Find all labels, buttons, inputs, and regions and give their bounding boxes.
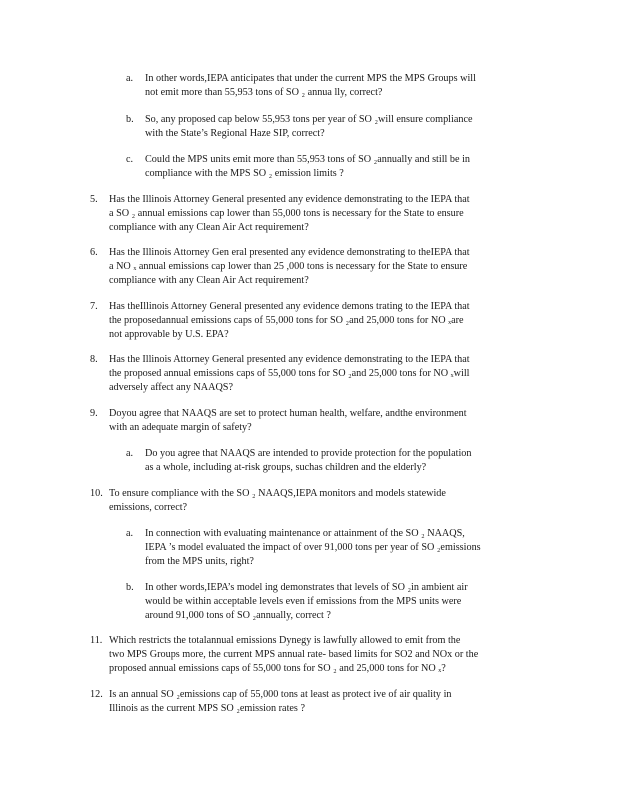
item-line: In other words,IEPA anticipates that under the current MPS the MPS Groups will: [145, 73, 476, 84]
item-line: To ensure compliance with the SO ₂ NAAQS,IEPA monitors and models statewide: [109, 488, 446, 499]
item-line: Illinois as the current MPS SO ₂emission rates ?: [109, 703, 305, 714]
item-marker: 6.: [90, 247, 98, 258]
item-marker: 12.: [90, 689, 103, 700]
item-line: two MPS Groups more, the current MPS annual rate- based limits for SO2 and NOx or the: [109, 649, 479, 660]
item-marker: b.: [126, 582, 134, 593]
item-line: as a whole, including at-risk groups, suchas children and the elderly?: [145, 462, 427, 473]
item-marker: 8.: [90, 354, 98, 365]
item-line: compliance with any Clean Air Act requirement?: [109, 275, 309, 286]
item-line: the proposed annual emissions caps of 55,000 tons for SO ₂and 25,000 tons for NO ₓwill: [109, 368, 470, 379]
item-line: the proposedannual emissions caps of 55,000 tons for SO ₂and 25,000 tons for NO ₓare: [109, 315, 464, 326]
item-line: not approvable by U.S. EPA?: [109, 329, 229, 340]
item-line: would be within acceptable levels even if emissions from the MPS units were: [145, 596, 462, 607]
item-marker: b.: [126, 114, 134, 125]
item-marker: 11.: [90, 635, 103, 646]
item-line: a NO ₓ annual emissions cap lower than 25 ,000 tons is necessary for the State to ensure: [109, 261, 468, 272]
item-line: So, any proposed cap below 55,953 tons per year of SO ₂will ensure compliance: [145, 114, 473, 125]
item-marker: a.: [126, 73, 134, 84]
item-line: Has the Illinois Attorney General presented any evidence demonstrating to the IEPA that: [109, 354, 470, 365]
item-line: emissions, correct?: [109, 502, 188, 513]
item-line: proposed annual emissions caps of 55,000 tons for SO ₂ and 25,000 tons for NO ₓ?: [109, 663, 446, 674]
item-line: Do you agree that NAAQS are intended to provide protection for the population: [145, 448, 472, 459]
item-line: In other words,IEPA’s model ing demonstrates that levels of SO ₂in ambient air: [145, 582, 468, 593]
item-line: Doyou agree that NAAQS are set to protect human health, welfare, andthe environment: [109, 408, 467, 419]
item-line: In connection with evaluating maintenance or attainment of the SO ₂ NAAQS,: [145, 528, 465, 539]
item-line: adversely affect any NAAQS?: [109, 382, 233, 393]
item-line: compliance with any Clean Air Act requirement?: [109, 222, 309, 233]
item-line: Which restricts the totalannual emissions Dynegy is lawfully allowed to emit from the: [109, 635, 461, 646]
item-line: with the State’s Regional Haze SIP, correct?: [145, 128, 325, 139]
item-line: from the MPS units, right?: [145, 556, 254, 567]
item-line: around 91,000 tons of SO ₂annually, correct ?: [145, 610, 331, 621]
item-line: Has the Illinois Attorney General presented any evidence demonstrating to the IEPA that: [109, 194, 470, 205]
item-line: Has the Illinois Attorney Gen eral presented any evidence demonstrating to theIEPA that: [109, 247, 470, 258]
item-line: Has theIllinois Attorney General presented any evidence demons trating to the IEPA that: [109, 301, 470, 312]
item-line: Is an annual SO ₂emissions cap of 55,000 tons at least as protect ive of air quality in: [109, 689, 452, 700]
item-marker: 5.: [90, 194, 98, 205]
item-line: a SO ₂ annual emissions cap lower than 55,000 tons is necessary for the State to ensure: [109, 208, 464, 219]
item-line: Could the MPS units emit more than 55,953 tons of SO ₂annually and still be in: [145, 154, 471, 165]
item-marker: a.: [126, 528, 134, 539]
item-marker: 7.: [90, 301, 98, 312]
item-marker: 9.: [90, 408, 98, 419]
item-marker: c.: [126, 154, 134, 165]
item-marker: a.: [126, 448, 134, 459]
item-line: compliance with the MPS SO ₂ emission limits ?: [145, 168, 344, 179]
item-line: with an adequate margin of safety?: [109, 422, 252, 433]
item-line: IEPA ’s model evaluated the impact of over 91,000 tons per year of SO ₂emissions: [145, 542, 481, 553]
item-line: not emit more than 55,953 tons of SO ₂ annua lly, correct?: [145, 87, 383, 98]
item-marker: 10.: [90, 488, 103, 499]
